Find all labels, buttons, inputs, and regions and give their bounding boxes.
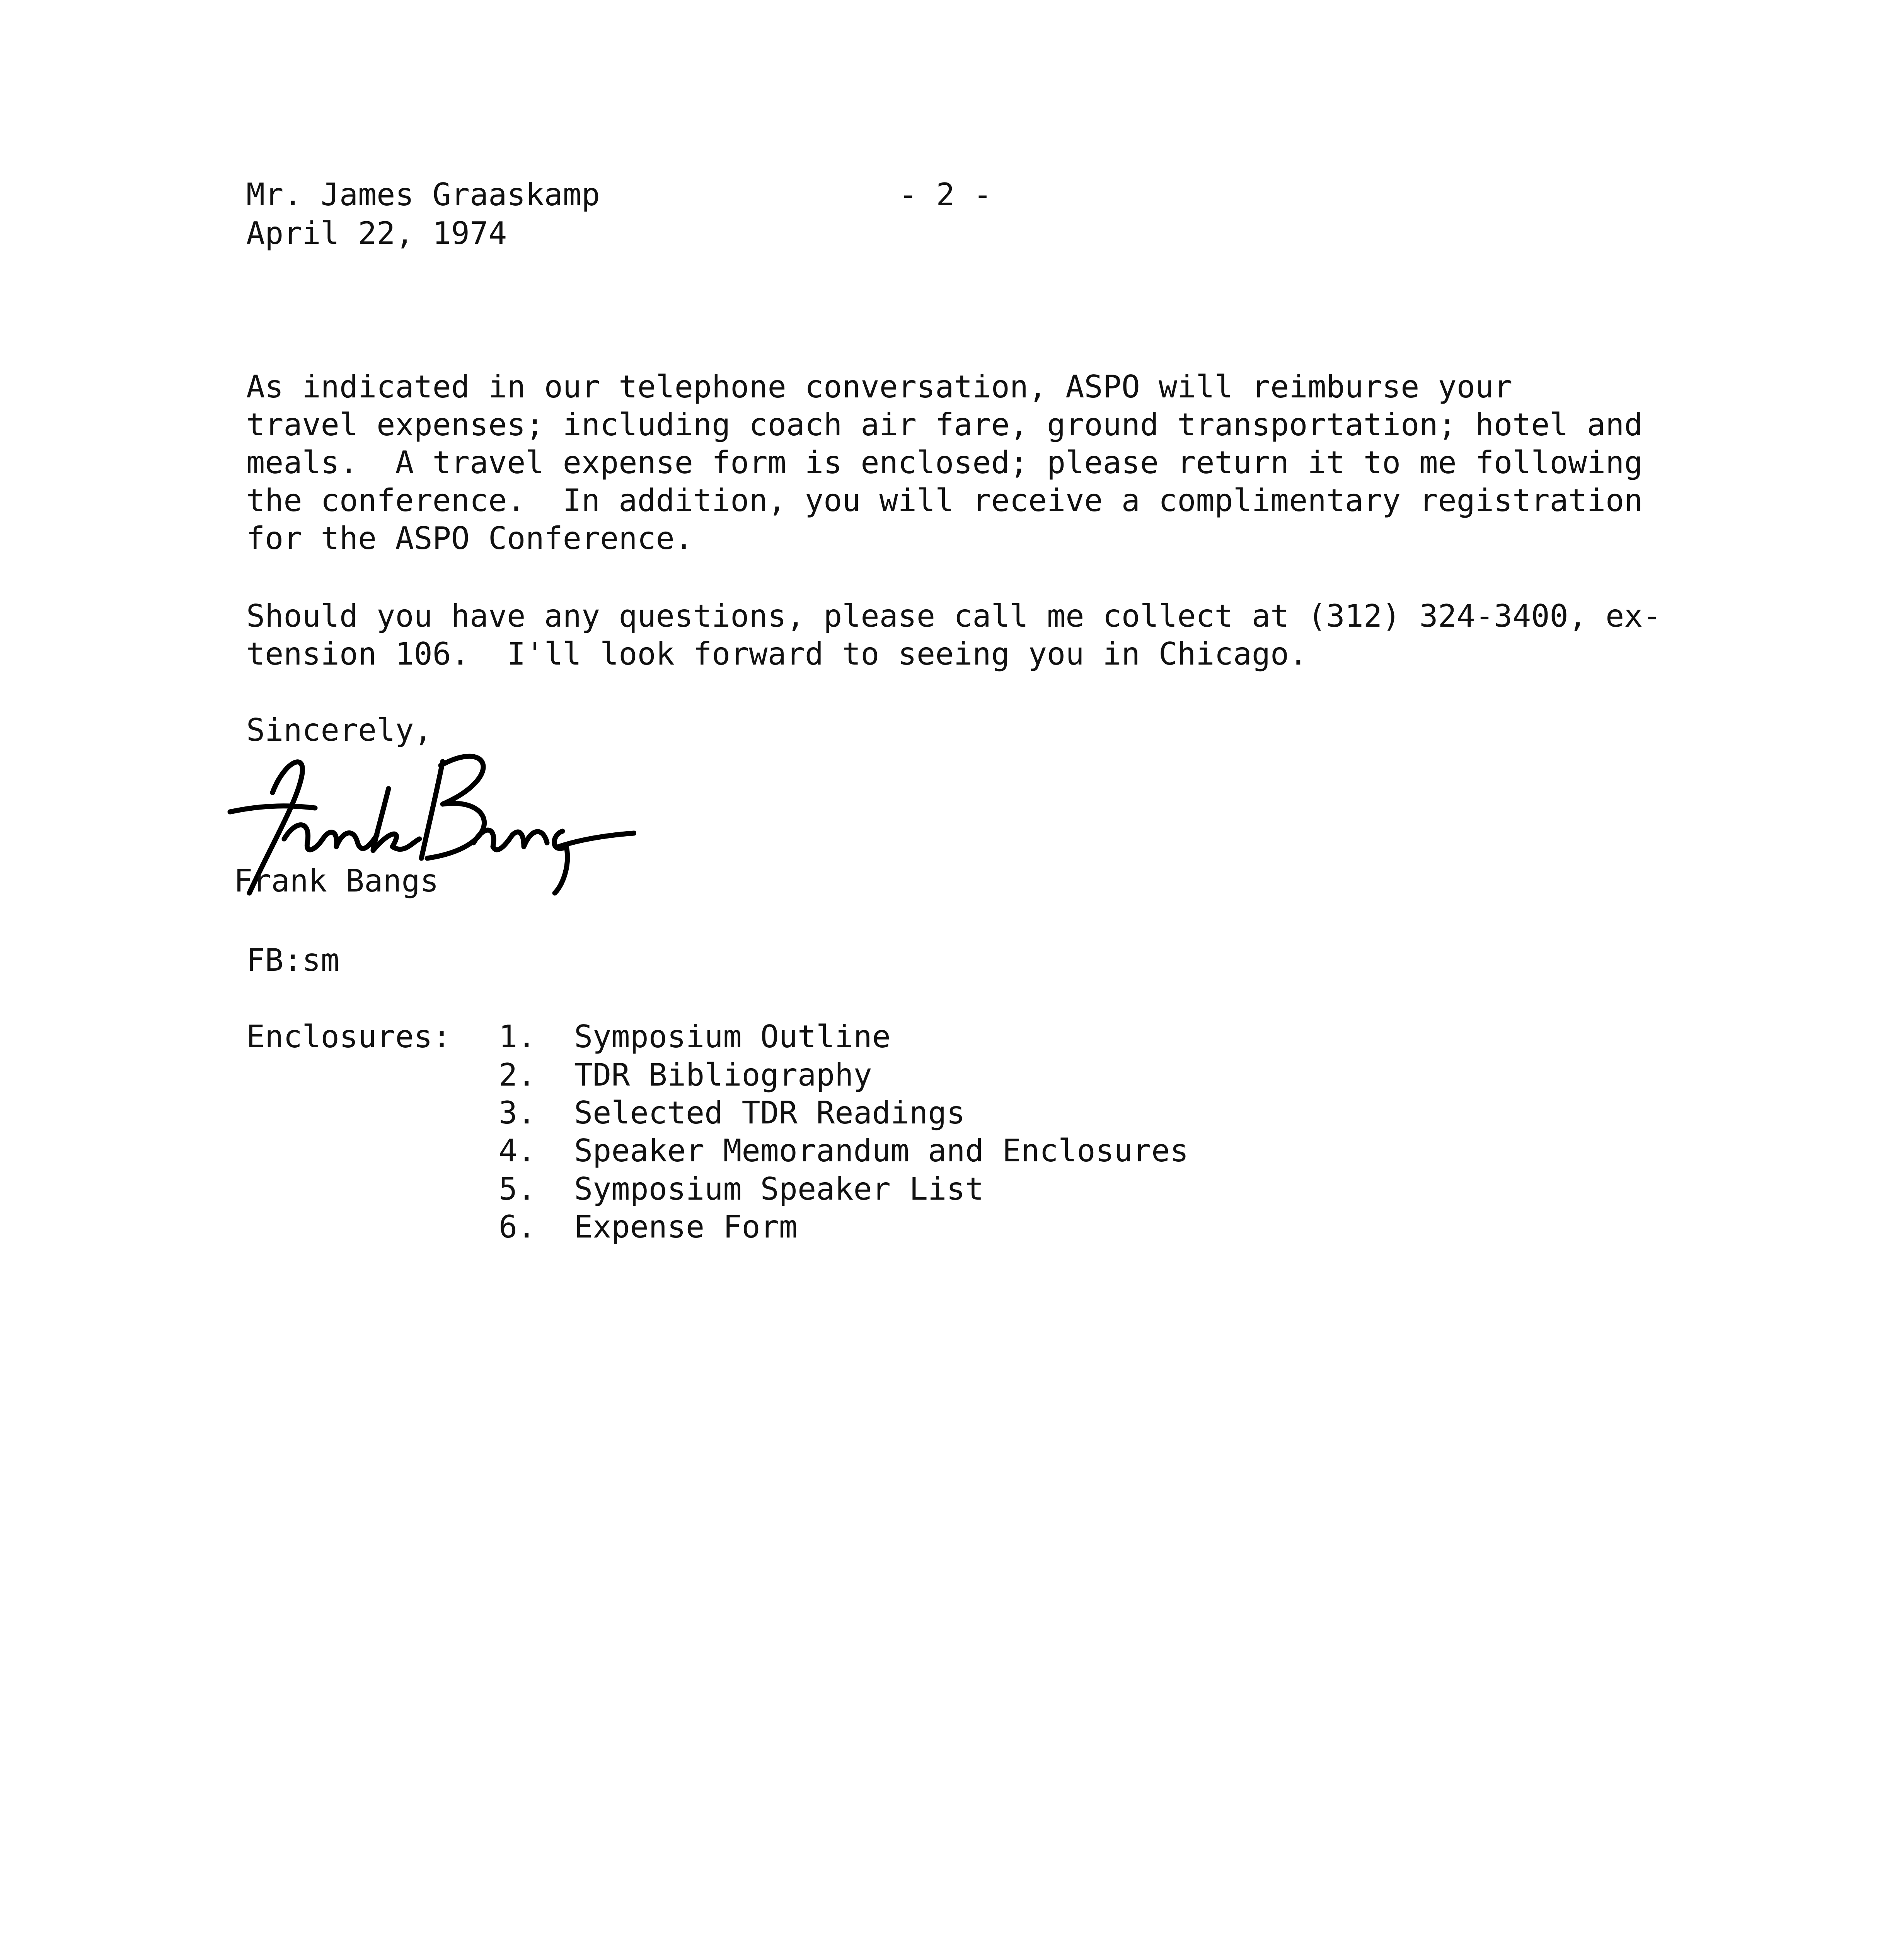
signer-name: Frank Bangs bbox=[234, 863, 439, 899]
enclosure-text: Expense Form bbox=[574, 1209, 798, 1245]
body-paragraph-2 bbox=[246, 597, 1746, 673]
enclosure-text: TDR Bibliography bbox=[574, 1057, 872, 1093]
enclosure-number: 5. bbox=[499, 1171, 536, 1207]
paragraph-line: the conference. In addition, you will receive a complimentary registration bbox=[246, 482, 1643, 518]
enclosure-text: Symposium Outline bbox=[574, 1019, 891, 1055]
paragraph-line: As indicated in our telephone conversation, ASPO will reimburse your bbox=[246, 369, 1513, 405]
paragraph-line: travel expenses; including coach air fare, ground transportation; hotel and bbox=[246, 407, 1643, 443]
enclosure-text: Selected TDR Readings bbox=[574, 1095, 965, 1131]
closing-salutation: Sincerely, bbox=[246, 712, 433, 748]
body-paragraph-1 bbox=[246, 368, 1746, 557]
enclosure-text: Symposium Speaker List bbox=[574, 1171, 984, 1207]
letter-date: April 22, 1974 bbox=[246, 215, 507, 251]
enclosure-number: 6. bbox=[499, 1209, 536, 1245]
page-number: - 2 - bbox=[899, 177, 992, 213]
enclosure-number: 4. bbox=[499, 1133, 536, 1169]
reference-initials: FB:sm bbox=[246, 942, 339, 978]
paragraph-line: meals. A travel expense form is enclosed; please return it to me following bbox=[246, 445, 1643, 481]
enclosure-number: 1. bbox=[499, 1019, 536, 1055]
paragraph-line: Should you have any questions, please call me collect at (312) 324-3400, ex- bbox=[246, 598, 1662, 634]
enclosure-number: 2. bbox=[499, 1057, 536, 1093]
enclosure-number: 3. bbox=[499, 1095, 536, 1131]
paragraph-line: tension 106. I'll look forward to seeing you in Chicago. bbox=[246, 636, 1308, 672]
enclosure-text: Speaker Memorandum and Enclosures bbox=[574, 1133, 1189, 1169]
paragraph-line: for the ASPO Conference. bbox=[246, 520, 693, 556]
enclosures-label: Enclosures: bbox=[246, 1019, 451, 1055]
recipient-name: Mr. James Graaskamp bbox=[246, 177, 600, 213]
